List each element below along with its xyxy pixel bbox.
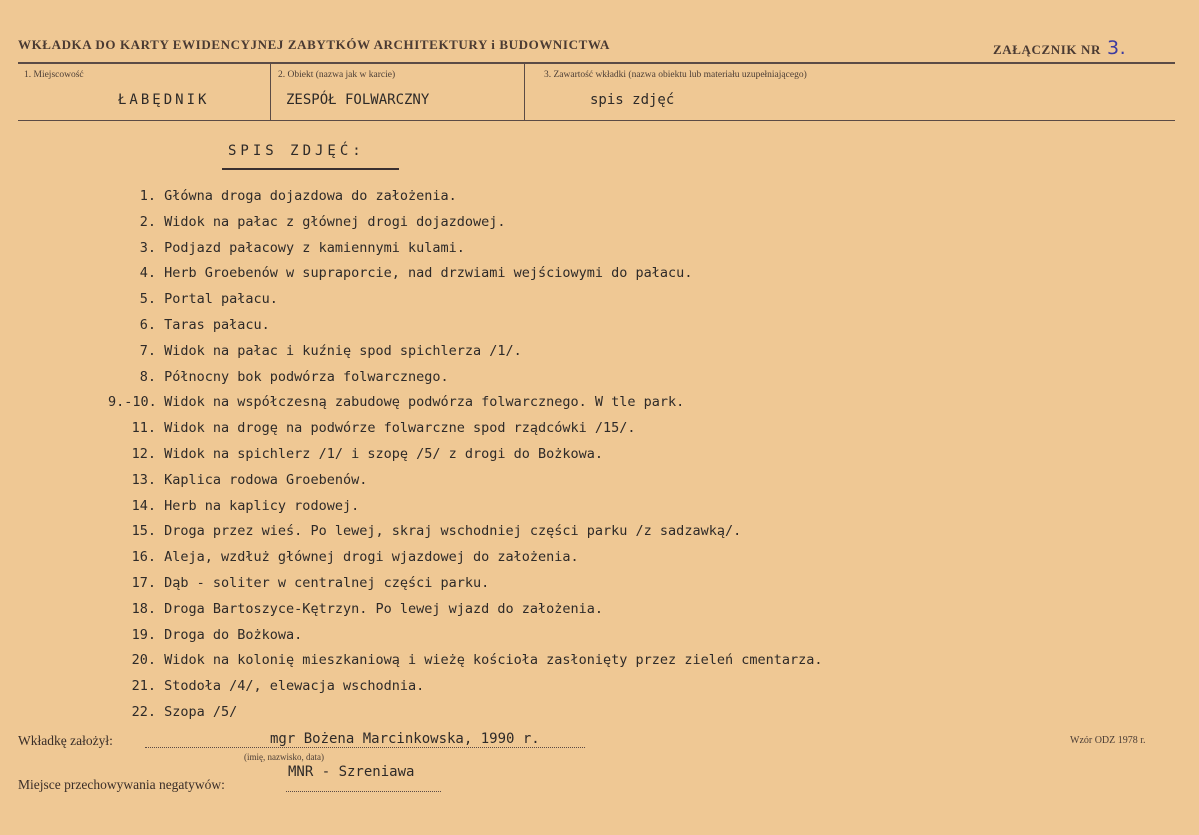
field-divider-1: [270, 64, 271, 120]
item-number: 13.: [131, 471, 156, 488]
item-text: Aleja, wzdłuż głównej drogi wjazdowej do założenia.: [164, 549, 579, 566]
item-number: 19.: [131, 626, 156, 643]
item-number: 12.: [131, 445, 156, 462]
fields-bottom-rule: [18, 120, 1175, 121]
item-number: 14.: [131, 497, 156, 514]
item-text: Dąb - soliter w centralnej części parku.: [164, 574, 490, 591]
item-number: 11.: [131, 420, 156, 437]
list-item: [108, 392, 822, 418]
list-item: [108, 496, 822, 522]
list-item: [108, 315, 822, 341]
item-text: Widok na pałac i kuźnię spod spichlerza /1/.: [164, 342, 522, 359]
list-item: [108, 367, 822, 393]
item-text: Droga Bartoszyce-Kętrzyn. Po lewej wjazd do założenia.: [164, 600, 604, 617]
list-item: [108, 341, 822, 367]
item-number: 5.: [139, 291, 156, 308]
item-text: Północny bok podwórza folwarcznego.: [164, 368, 449, 385]
author-label: Wkładkę założył:: [18, 733, 113, 748]
list-item: [108, 289, 822, 315]
list-item: [108, 186, 822, 212]
field-divider-2: [524, 64, 525, 120]
storage-value: MNR - Szreniawa: [288, 764, 415, 780]
item-text: Widok na pałac z głównej drogi dojazdowej.: [164, 213, 506, 230]
annex-number: 3.: [1106, 37, 1127, 59]
item-text: Główna droga dojazdowa do założenia.: [164, 188, 457, 204]
item-text: Taras pałacu.: [164, 316, 270, 333]
item-number: 6.: [139, 316, 156, 333]
item-text: Podjazd pałacowy z kamiennymi kulami.: [164, 239, 465, 256]
item-number: 21.: [131, 678, 156, 695]
list-item: [108, 547, 822, 573]
item-number: 18.: [131, 600, 156, 617]
list-item: [108, 470, 822, 496]
object-label: 2. Obiekt (nazwa jak w karcie): [278, 70, 396, 80]
storage-dotted-line: [286, 791, 441, 792]
locality-label: 1. Miejscowość: [24, 70, 84, 80]
item-text: Droga przez wieś. Po lewej, skraj wschodniej części parku /z sadzawką/.: [164, 523, 742, 540]
item-text: Szopa /5/: [164, 703, 238, 720]
list-item: [108, 676, 822, 702]
item-number: 16.: [131, 549, 156, 566]
item-number: 20.: [131, 652, 156, 669]
item-number: 2.: [139, 213, 156, 230]
item-number: 4.: [139, 265, 156, 282]
list-item: [108, 418, 822, 444]
author-value: mgr Bożena Marcinkowska, 1990 r.: [270, 731, 540, 747]
storage-label: Miejsce przechowywania negatywów:: [18, 777, 225, 792]
author-subcaption: (imię, nazwisko, data): [244, 752, 324, 762]
header-rule: [18, 62, 1175, 64]
item-number: 7.: [139, 342, 156, 359]
item-number: 15.: [131, 523, 156, 540]
form-model: Wzór ODZ 1978 r.: [1070, 735, 1146, 746]
list-item: [108, 625, 822, 651]
card-title: WKŁADKA DO KARTY EWIDENCYJNEJ ZABYTKÓW ARCHITEKTURY i BUDOWNICTWA: [18, 37, 610, 52]
list-item: [108, 521, 822, 547]
annex-label-text: ZAŁĄCZNIK NR: [993, 42, 1101, 57]
locality-value: ŁABĘDNIK: [118, 92, 210, 108]
item-text: Herb Groebenów w supraporcie, nad drzwiami wejściowymi do pałacu.: [164, 265, 693, 282]
item-number: 22.: [131, 703, 156, 720]
item-text: Widok na drogę na podwórze folwarczne spod rządcówki /15/.: [164, 420, 636, 437]
item-number: 1.: [139, 188, 156, 204]
item-text: Portal pałacu.: [164, 291, 278, 308]
annex-label: [993, 37, 1126, 59]
item-number: 8.: [139, 368, 156, 385]
list-item: [108, 650, 822, 676]
list-item: [108, 444, 822, 470]
item-text: Droga do Bożkowa.: [164, 626, 303, 643]
item-text: Herb na kaplicy rodowej.: [164, 497, 360, 514]
photo-list: [108, 186, 822, 754]
object-value: ZESPÓŁ FOLWARCZNY: [286, 92, 430, 108]
item-text: Widok na współczesną zabudowę podwórza folwarcznego. W tle park.: [164, 394, 685, 411]
content-value: spis zdjęć: [590, 92, 675, 108]
item-text: Stodoła /4/, elewacja wschodnia.: [164, 678, 425, 695]
item-number: 17.: [131, 574, 156, 591]
content-label: 3. Zawartość wkładki (nazwa obiektu lub materiału uzupełniającego): [544, 70, 807, 80]
list-item: [108, 263, 822, 289]
list-item: [108, 238, 822, 264]
list-item: [108, 599, 822, 625]
list-item: [108, 702, 822, 728]
list-title: SPIS ZDJĘĆ:: [228, 143, 365, 159]
item-number: 9.-10.: [108, 394, 157, 411]
item-number: 3.: [139, 239, 156, 256]
item-text: Widok na kolonię mieszkaniową i wieżę kościoła zasłonięty przez zieleń cmentarza.: [164, 652, 823, 669]
author-dotted-line: [145, 747, 585, 748]
list-item: [108, 573, 822, 599]
item-text: Widok na spichlerz /1/ i szopę /5/ z drogi do Bożkowa.: [164, 445, 604, 462]
item-text: Kaplica rodowa Groebenów.: [164, 471, 368, 488]
list-item: [108, 212, 822, 238]
list-title-underline: [222, 168, 399, 170]
